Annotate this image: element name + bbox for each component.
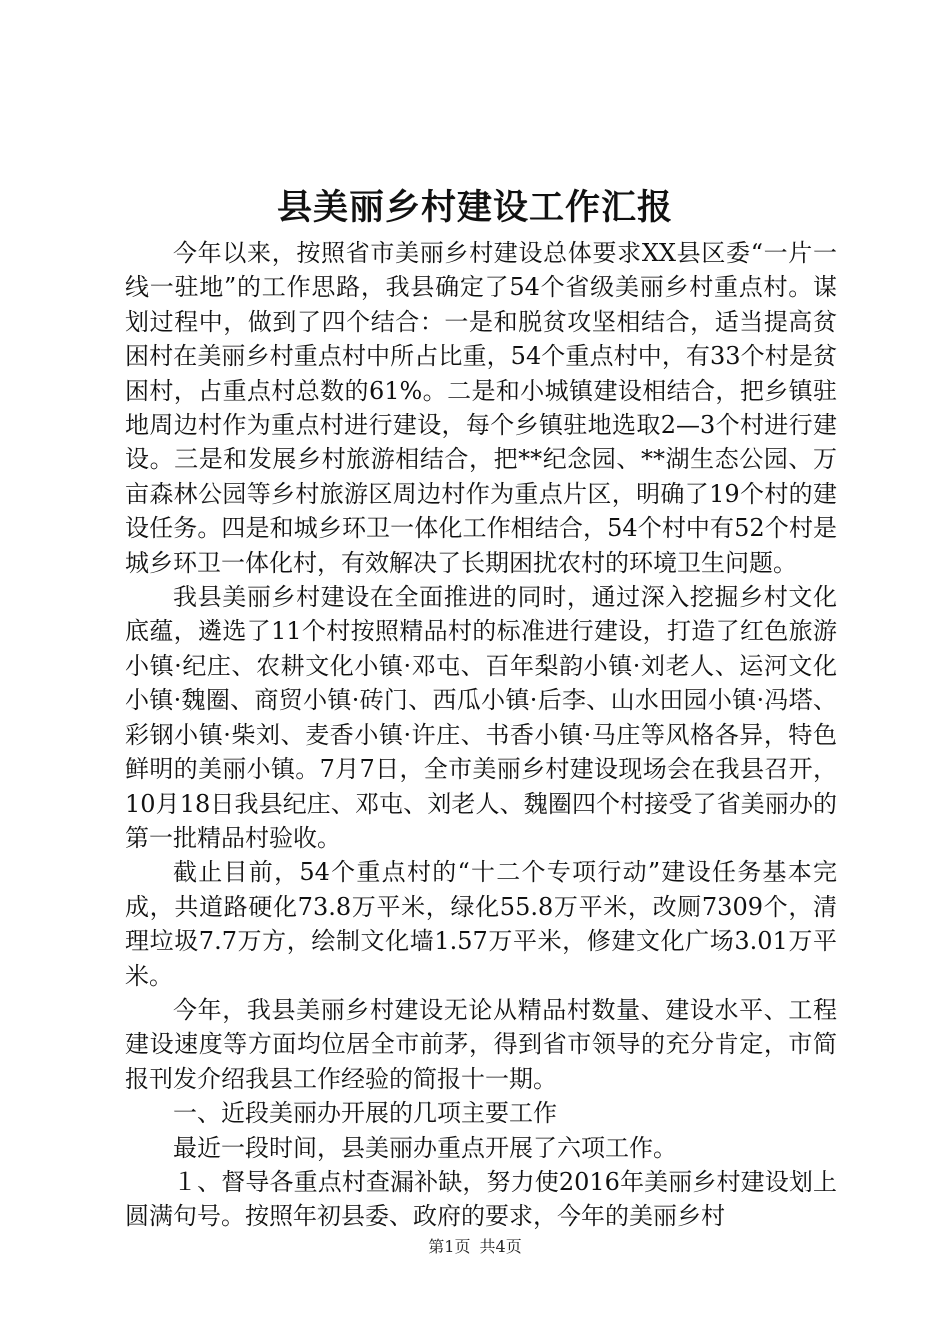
body-paragraph: 今年以来，按照省市美丽乡村建设总体要求XX县区委“一片一线一驻地”的工作思路，我县确定了54个省级美丽乡村重点村。谋划过程中，做到了四个结合：一是和脱贫攻坚相结合，适当提高贫困村在美丽乡村重点村中所占比重，54个重点村中，有33个村是贫困村，占重点村总数的61%。二是和小城镇建设相结合，把乡镇驻地周边村作为重点村进行建设，每个乡镇驻地选取2—3个村进行建设。三是和发展乡村旅游相结合，把**纪念园、**湖生态公园、万亩森林公园等乡村旅游区周边村作为重点片区，明确了19个村的建设任务。四是和城乡环卫一体化工作相结合，54个村中有52个村是城乡环卫一体化村，有效解决了长期困扰农村的环境卫生问题。	[125, 239, 837, 577]
page-number: 第1页	[428, 1237, 471, 1256]
body-paragraph: 今年，我县美丽乡村建设无论从精品村数量、建设水平、工程建设速度等方面均位居全市前茅，得到省市领导的充分肯定，市简报刊发介绍我县工作经验的简报十一期。	[125, 995, 837, 1093]
document-body	[125, 236, 837, 1234]
page-total: 共4页	[479, 1237, 522, 1256]
body-paragraph: 我县美丽乡村建设在全面推进的同时，通过深入挖掘乡村文化底蕴，遴选了11个村按照精品村的标准进行建设，打造了红色旅游小镇·纪庄、农耕文化小镇·邓屯、百年梨韵小镇·刘老人、运河文化小镇·魏圈、商贸小镇·砖门、西瓜小镇·后李、山水田园小镇·冯塔、彩钢小镇·柴刘、麦香小镇·许庄、书香小镇·马庄等风格各异，特色鲜明的美丽小镇。7月7日，全市美丽乡村建设现场会在我县召开，10月18日我县纪庄、邓屯、刘老人、魏圈四个村接受了省美丽办的第一批精品村验收。	[125, 583, 837, 852]
document-title: 县美丽乡村建设工作汇报	[276, 188, 673, 228]
section-heading: 一、近段美丽办开展的几项主要工作	[173, 1099, 557, 1128]
body-paragraph: 最近一段时间，县美丽办重点开展了六项工作。	[173, 1133, 677, 1162]
page-footer	[0, 1236, 950, 1258]
body-paragraph: １、督导各重点村查漏补缺，努力使2016年美丽乡村建设划上圆满句号。按照年初县委、政府的要求，今年的美丽乡村	[125, 1167, 837, 1231]
body-paragraph: 截止目前，54个重点村的“十二个专项行动”建设任务基本完成，共道路硬化73.8万平米，绿化55.8万平米，改厕7309个，清理垃圾7.7万方，绘制文化墙1.57万平米，修建文化广场3.01万平米。	[125, 858, 837, 990]
